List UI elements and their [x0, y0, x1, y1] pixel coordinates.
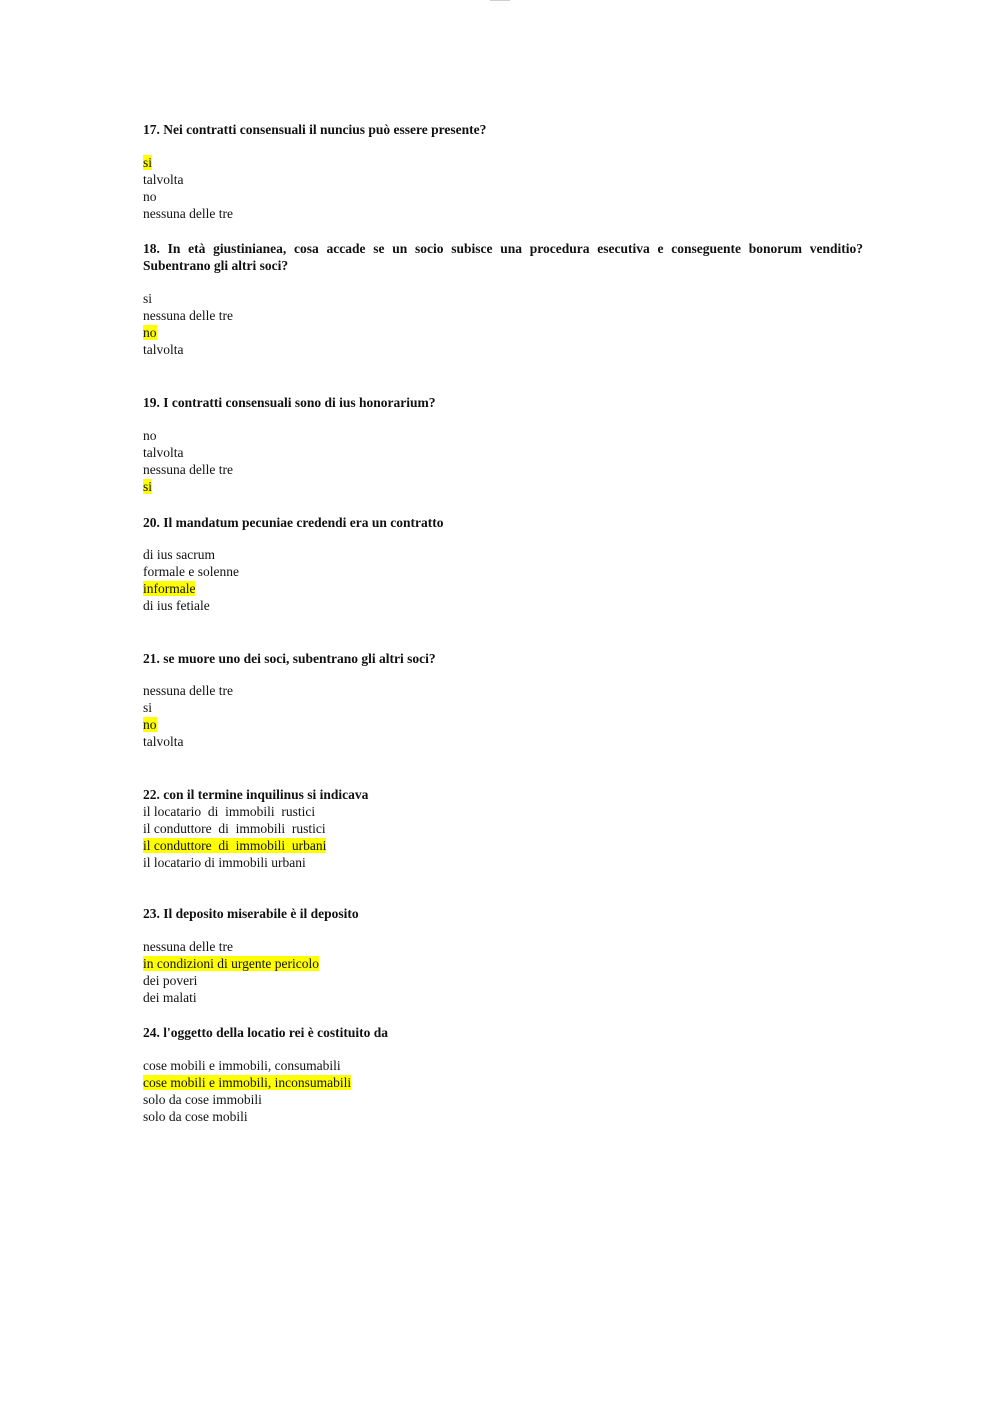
- answer-option[interactable]: no: [143, 428, 157, 443]
- answer-option-correct[interactable]: il conduttore di immobili urbani: [143, 838, 327, 853]
- answer-list: [143, 154, 863, 222]
- answer-option[interactable]: nessuna delle tre: [143, 939, 233, 954]
- question-block: [143, 514, 863, 614]
- question-block: [143, 1024, 863, 1125]
- answer-list: [143, 427, 863, 495]
- answer-option-correct[interactable]: cose mobili e immobili, inconsumabili: [143, 1075, 352, 1090]
- answer-list: [143, 682, 863, 750]
- answer-option[interactable]: di ius fetiale: [143, 598, 210, 613]
- answer-option[interactable]: cose mobili e immobili, consumabili: [143, 1058, 341, 1073]
- question-block: [143, 650, 863, 750]
- answer-option-correct[interactable]: no: [143, 325, 157, 340]
- question-block: [143, 786, 863, 871]
- answer-option-correct[interactable]: si: [143, 479, 153, 494]
- answer-option-correct[interactable]: informale: [143, 581, 196, 596]
- page-header-mark: [490, 0, 510, 4]
- question-text: 21. se muore uno dei soci, subentrano gli altri soci?: [143, 651, 436, 666]
- question-block: [143, 394, 863, 495]
- question-text: 17. Nei contratti consensuali il nuncius può essere presente?: [143, 122, 487, 137]
- answer-option[interactable]: il conduttore di immobili rustici: [143, 821, 326, 836]
- answer-list: [143, 546, 863, 614]
- question-text: 24. l'oggetto della locatio rei è costituito da: [143, 1025, 388, 1040]
- question-block: [143, 121, 863, 222]
- question-block: [143, 905, 863, 1006]
- answer-option[interactable]: talvolta: [143, 342, 184, 357]
- question-text: 22. con il termine inquilinus si indicava: [143, 787, 369, 802]
- answer-option[interactable]: formale e solenne: [143, 564, 239, 579]
- answer-option-correct[interactable]: no: [143, 717, 157, 732]
- answer-option[interactable]: il locatario di immobili urbani: [143, 855, 306, 870]
- answer-option-correct[interactable]: si: [143, 155, 153, 170]
- answer-list: [143, 290, 863, 358]
- question-text: 20. Il mandatum pecuniae credendi era un contratto: [143, 515, 444, 530]
- answer-option[interactable]: si: [143, 700, 153, 715]
- question-text: 18. In età giustinianea, cosa accade se un socio subisce una procedura esecutiva e conseguente bonorum venditio? Subentrano gli altri soci?: [143, 241, 863, 273]
- answer-list: [143, 938, 863, 1006]
- question-text: 19. I contratti consensuali sono di ius honorarium?: [143, 395, 436, 410]
- answer-option[interactable]: talvolta: [143, 445, 184, 460]
- answer-list: [143, 1057, 863, 1125]
- answer-option[interactable]: talvolta: [143, 172, 184, 187]
- answer-option[interactable]: no: [143, 189, 157, 204]
- question-text: 23. Il deposito miserabile è il deposito: [143, 906, 359, 921]
- answer-option[interactable]: nessuna delle tre: [143, 462, 233, 477]
- answer-option-correct[interactable]: in condizioni di urgente pericolo: [143, 956, 319, 971]
- answer-option[interactable]: il locatario di immobili rustici: [143, 804, 316, 819]
- answer-option[interactable]: si: [143, 291, 153, 306]
- answer-option[interactable]: solo da cose immobili: [143, 1092, 262, 1107]
- answer-option[interactable]: di ius sacrum: [143, 547, 215, 562]
- answer-option[interactable]: talvolta: [143, 734, 184, 749]
- question-block: [143, 240, 863, 358]
- answer-option[interactable]: dei poveri: [143, 973, 198, 988]
- answer-option[interactable]: nessuna delle tre: [143, 308, 233, 323]
- answer-option[interactable]: solo da cose mobili: [143, 1109, 248, 1124]
- answer-option[interactable]: nessuna delle tre: [143, 206, 233, 221]
- answer-option[interactable]: nessuna delle tre: [143, 683, 233, 698]
- answer-list: [143, 803, 863, 871]
- answer-option[interactable]: dei malati: [143, 990, 197, 1005]
